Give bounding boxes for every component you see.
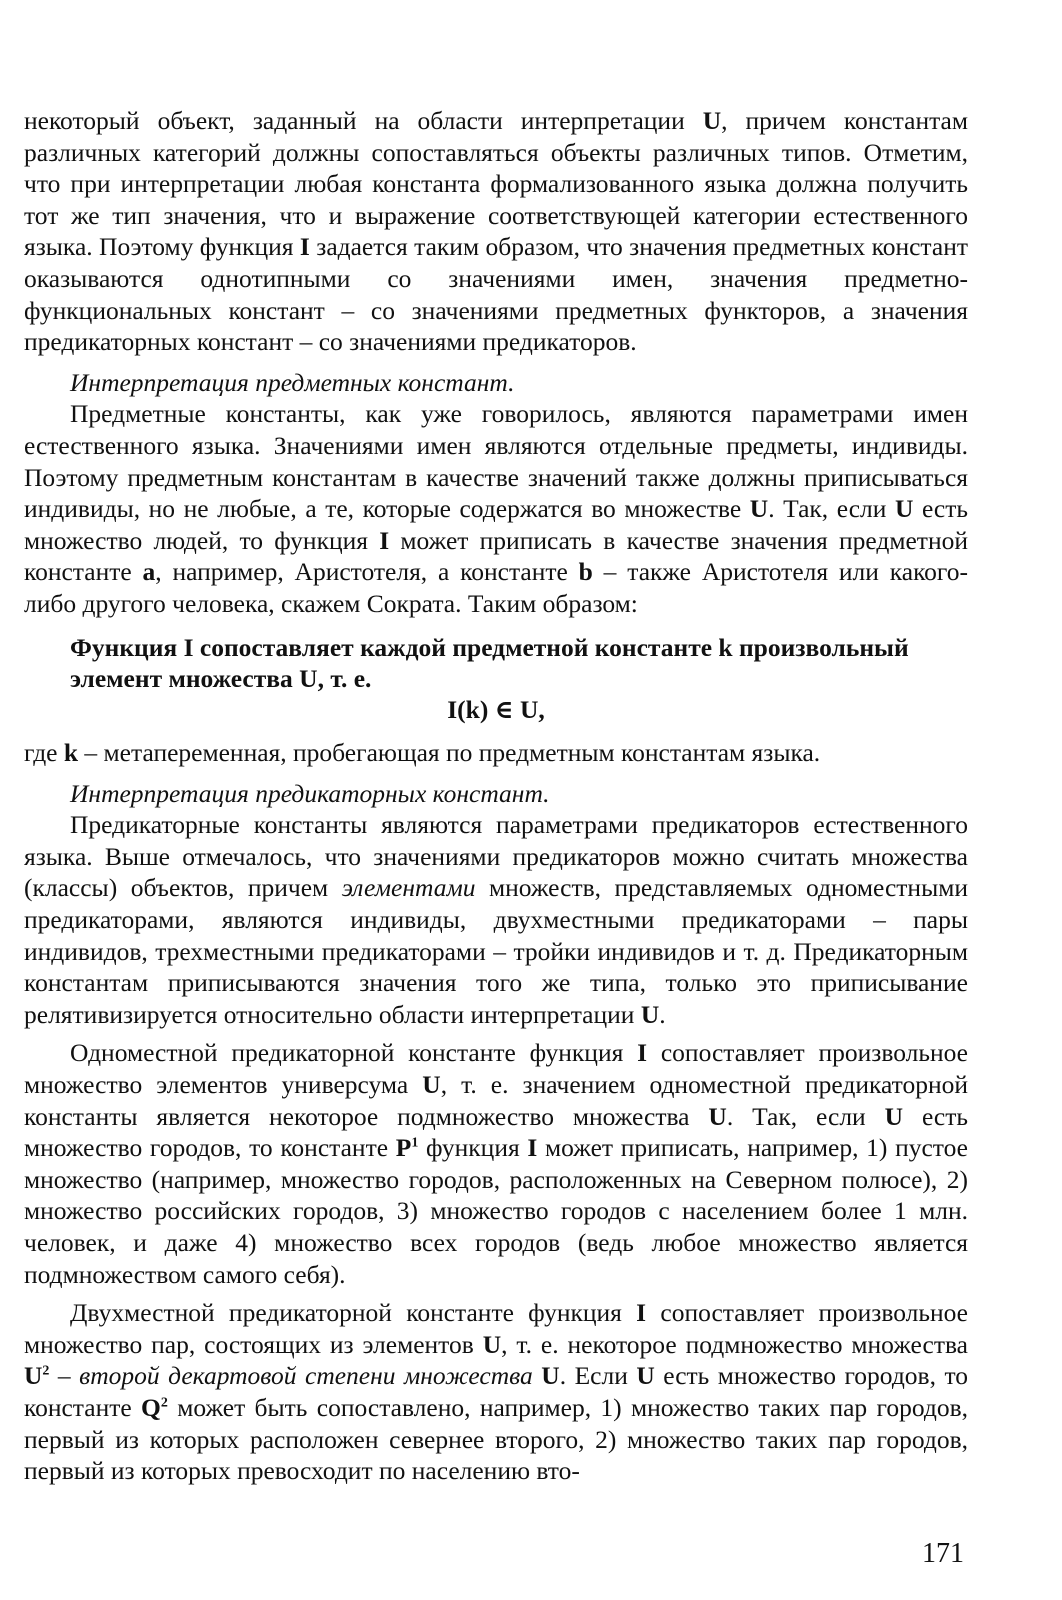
paragraph-predicate-constants: Предикаторные константы являются параметрами предикаторов естественного языка. Выше отмечалось, что значениями предикаторов можно считать множества (классы) объектов, причем элементами множеств, представляемых одноместными предикаторами, являются индивиды, двухместными предикаторами – пары индивидов, трехместными предикаторами – тройки индивидов и т. д. Предикаторным константам приписываются значения того же типа, только это приписывание релятивизируется относительно области интерпретации U. [24,810,968,1029]
paragraph-continuation: некоторый объект, заданный на области интерпретации U, причем константам различных категорий должны сопоставляться объекты различных типов. Отметим, что при интерпретации любая константа формализованного языка должна получить тот же тип значения, что и выражение соответствующей категории естественного языка. Поэтому функция I задается таким образом, что значения предметных констант оказываются однотипными со значениями имен, значения предметно-функциональных констант – со значениями предметных функторов, а значения предикаторных констант – со значениями предикаторов. [24,106,968,357]
formula [24,694,968,726]
page-number: 171 [922,1538,964,1570]
section-heading-object-constants: Интерпретация предметных констант. [70,367,515,397]
formula-text: I(k) ∈ U, [447,694,545,724]
paragraph-metavariable: где k – метапеременная, пробегающая по предметным константам языка. [24,738,821,768]
definition-statement: Функция I сопоставляет каждой предметной константе k произвольный элемент множества U, т. е. [70,632,909,693]
paragraph-one-place: Одноместной предикаторной константе функция I сопоставляет произвольное множество элементов универсума U, т. е. значением одноместной предикаторной константы является некоторое подмножество множества U. Так, если U есть множество городов, то константе $P^1$ функция I может приписать, например, 1) пустое множество (например, множество городов, расположенных на Северном полюсе), 2) множество российских городов, 3) множество городов с населением более 1 млн. человек, и даже 4) множество всех городов (ведь любое множество является подмножеством самого себя). [24,1038,968,1289]
paragraph-two-place: Двухместной предикаторной константе функция I сопоставляет произвольное множество пар, состоящих из элементов U, т. е. некоторое подмножество множества $U^2$ – второй декартовой степени множества U. Если U есть множество городов, то константе $Q^2$ может быть сопоставлено, например, 1) множество таких пар городов, первый из которых расположен севернее второго, 2) множество таких пар городов, первый из которых превосходит по населению вто- [24,1298,969,1486]
section-heading-predicate-constants: Интерпретация предикаторных констант. [70,778,550,808]
paragraph-object-constants: Предметные константы, как уже говорилось, являются параметрами имен естественного языка. Значениями имен являются отдельные предметы, индивиды. Поэтому предметным константам в качестве значений также должны приписываться индивиды, но не любые, а те, которые содержатся во множестве U. Так, если U есть множество людей, то функция I может приписать в качестве значения предметной константе a, например, Аристотеля, а константе b – также Аристотеля или какого-либо другого человека, скажем Сократа. Таким образом: [24,399,968,618]
